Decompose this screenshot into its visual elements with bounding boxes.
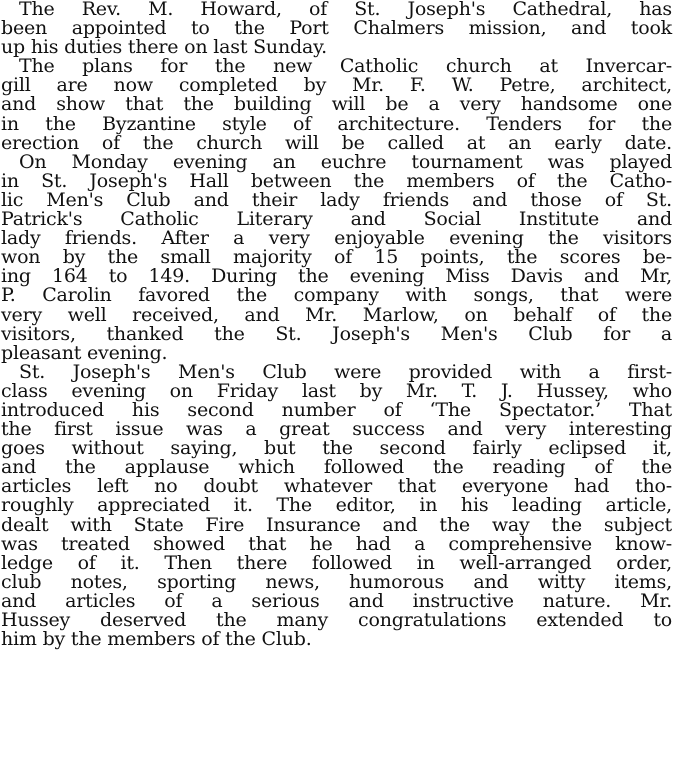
text-line: been appointed to the Port Chalmers mission, and took bbox=[1, 17, 672, 40]
text-line: St. Joseph's Men's Club were provided with a first- bbox=[19, 360, 672, 383]
text-line: The Rev. M. Howard, of St. Joseph's Cathedral, has bbox=[19, 0, 672, 20]
text-line: the first issue was a great success and very interesting bbox=[1, 418, 672, 441]
text-line: dealt with State Fire Insurance and the way the subject bbox=[1, 513, 672, 536]
text-line: pleasant evening. bbox=[1, 341, 168, 364]
text-line: On Monday evening an euchre tournament was played bbox=[19, 150, 672, 173]
text-line: lady friends. After a very enjoyable evening the visitors bbox=[1, 227, 672, 250]
text-line: and the applause which followed the reading of the bbox=[1, 456, 672, 479]
text-line: Patrick's Catholic Literary and Social Institute and bbox=[1, 208, 672, 231]
text-line: P. Carolin favored the company with songs, that were bbox=[1, 284, 672, 307]
text-line: erection of the church will be called at an early date. bbox=[1, 131, 672, 154]
text-line: club notes, sporting news, humorous and witty items, bbox=[1, 570, 672, 593]
text-line: won by the small majority of 15 points, the scores be- bbox=[1, 246, 672, 269]
text-line: up his duties there on last Sunday. bbox=[1, 36, 327, 59]
text-line: very well received, and Mr. Marlow, on behalf of the bbox=[1, 303, 672, 326]
text-line: articles left no doubt whatever that everyone had tho- bbox=[1, 475, 672, 498]
text-line: and articles of a serious and instructive nature. Mr. bbox=[1, 589, 672, 612]
text-line: visitors, thanked the St. Joseph's Men's Club for a bbox=[1, 322, 672, 345]
text-line: roughly appreciated it. The editor, in his leading article, bbox=[1, 494, 672, 517]
text-line: in St. Joseph's Hall between the members of the Catho- bbox=[1, 169, 672, 192]
paragraph-euchre-tournament bbox=[1, 150, 672, 364]
paragraph-invercargill-church bbox=[1, 57, 672, 152]
text-line: ledge of it. Then there followed in well-arranged order, bbox=[1, 551, 672, 574]
text-line: and show that the building will be a very handsome one bbox=[1, 93, 672, 116]
text-line: him by the members of the Club. bbox=[1, 628, 312, 651]
text-line: Hussey deserved the many congratulations extended to bbox=[1, 609, 672, 631]
text-line: in the Byzantine style of architecture. Tenders for the bbox=[1, 112, 672, 135]
text-line: goes without saying, but the second fairly eclipsed it, bbox=[1, 437, 672, 460]
text-line: ing 164 to 149. During the evening Miss Davis and Mr, bbox=[1, 265, 672, 288]
text-line: gill are now completed by Mr. F. W. Petre, architect, bbox=[1, 74, 672, 97]
text-line: was treated showed that he had a comprehensive know- bbox=[1, 532, 672, 555]
paragraph-howard-appointment bbox=[1, 0, 672, 57]
paragraph-spectator-evening bbox=[1, 360, 672, 651]
text-line: introduced his second number of ‘The Spectator.’ That bbox=[1, 398, 672, 421]
text-line: The plans for the new Catholic church at Invercar- bbox=[19, 55, 672, 78]
text-line: lic Men's Club and their lady friends and those of St. bbox=[1, 188, 672, 211]
text-line: class evening on Friday last by Mr. T. J. Hussey, who bbox=[1, 379, 672, 402]
